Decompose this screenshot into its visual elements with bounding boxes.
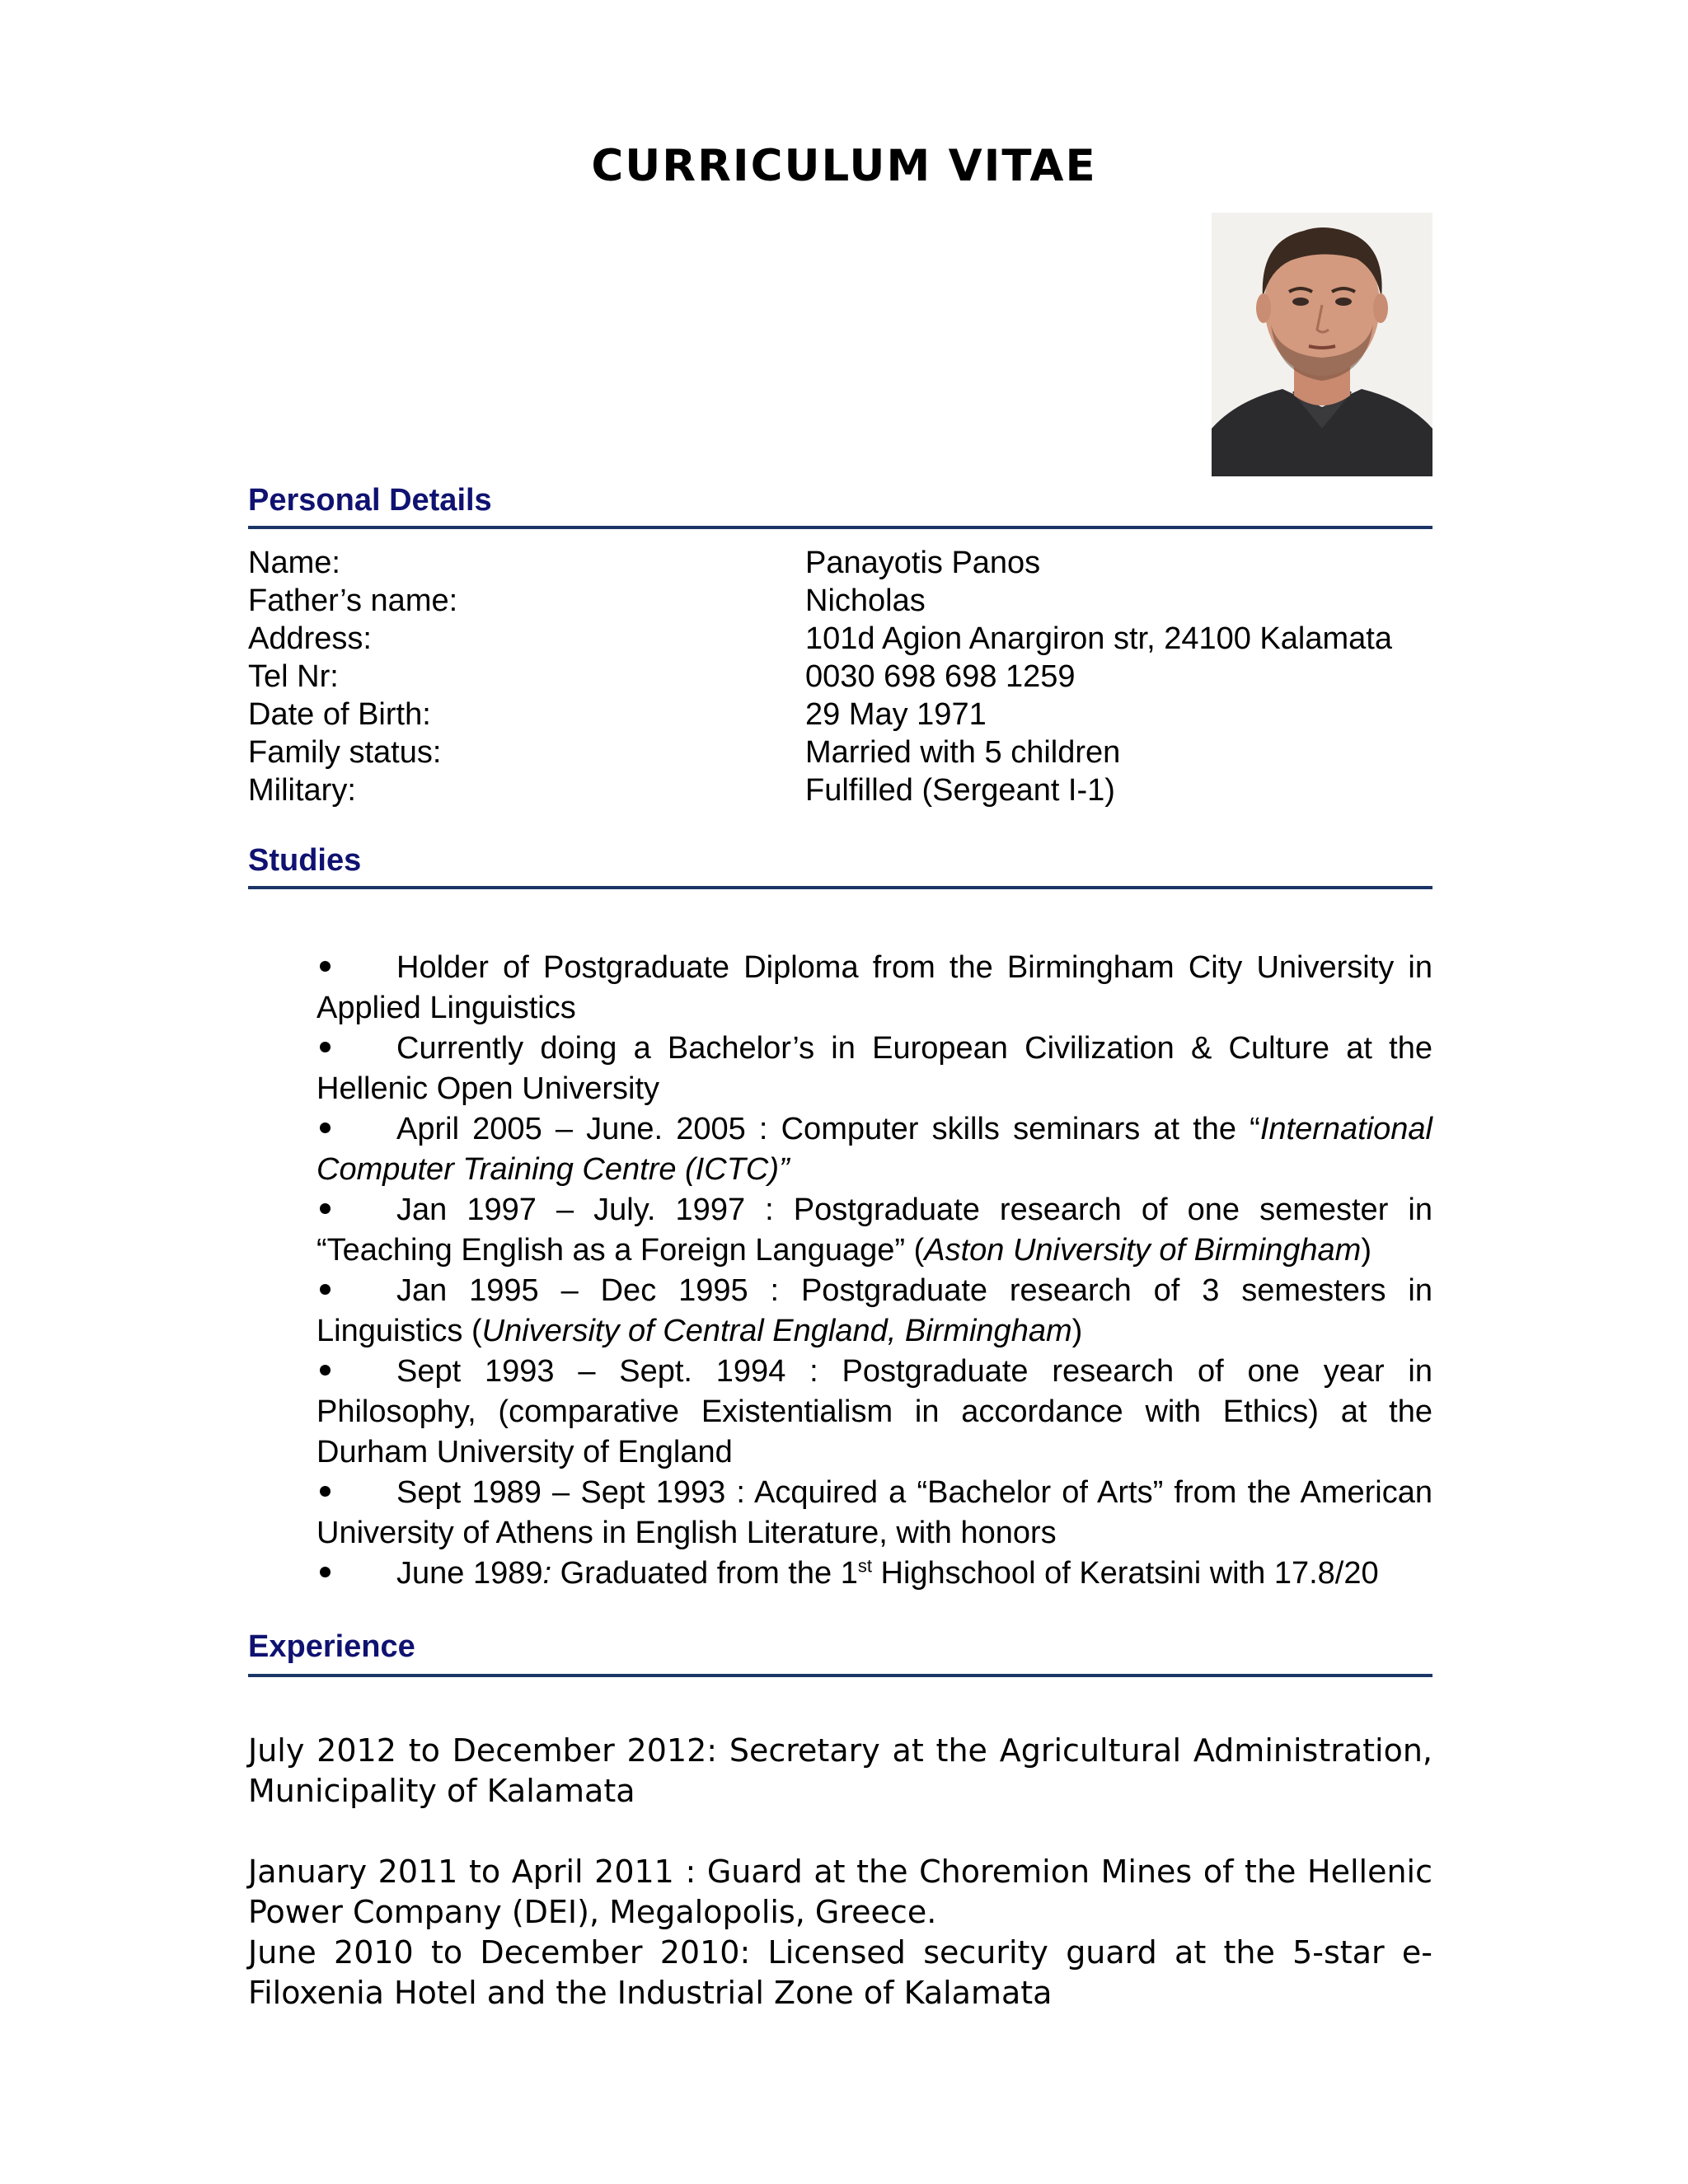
detail-label: Military: <box>248 773 356 808</box>
list-item <box>316 1352 1432 1473</box>
detail-row-date-of-birth <box>248 696 1432 733</box>
list-item <box>316 1029 1432 1109</box>
study-text-italic: University of Central England, Birmingham <box>481 1314 1072 1348</box>
list-item <box>316 1554 1432 1594</box>
detail-label: Name: <box>248 546 340 580</box>
list-item <box>316 1271 1432 1352</box>
detail-label: Tel Nr: <box>248 659 339 694</box>
detail-row-address <box>248 620 1432 658</box>
list-item <box>316 1473 1432 1554</box>
list-item: January 2011 to April 2011 : Guard at the Choremion Mines of the Hellenic Power Company (DEI), Megalopolis, Greece. <box>248 1854 1432 1930</box>
study-text-italic: International Computer Training Centre (ICTC)” <box>316 1112 1432 1187</box>
experience-heading: Experience <box>248 1629 415 1664</box>
experience-list <box>248 1731 1432 2013</box>
study-text: Sept 1989 – Sept 1993 : Acquired a “Bachelor of Arts” from the American University of Athens in English Literature, with honors <box>316 1475 1432 1550</box>
bullet-icon <box>316 1190 396 1230</box>
detail-row-fathers-name <box>248 582 1432 620</box>
study-text: ) <box>1071 1314 1083 1348</box>
detail-label: Address: <box>248 621 372 656</box>
detail-value: 29 May 1971 <box>805 697 987 732</box>
spacer <box>248 1811 1432 1852</box>
bullet-icon <box>316 1109 396 1150</box>
study-text: Graduated from the 1 <box>551 1556 858 1591</box>
detail-label: Family status: <box>248 735 442 770</box>
study-text: Jan 1995 – Dec 1995 : Postgraduate research of 3 semesters in Linguistics ( <box>316 1273 1432 1348</box>
detail-value: Nicholas <box>805 583 926 618</box>
detail-value: Panayotis Panos <box>805 546 1041 580</box>
bullet-icon <box>316 1554 396 1594</box>
study-text: Sept 1993 – Sept. 1994 : Postgraduate research of one year in Philosophy, (comparative Existentialism in accordance with Ethics) at the Durham University of England <box>316 1354 1432 1469</box>
studies-heading: Studies <box>248 843 362 878</box>
detail-row-military <box>248 771 1432 809</box>
list-item <box>316 1109 1432 1190</box>
bullet-icon <box>316 1029 396 1069</box>
studies-list <box>316 948 1432 1594</box>
detail-value: 0030 698 698 1259 <box>805 659 1076 694</box>
list-item <box>316 1190 1432 1271</box>
personal-details-table <box>248 544 1432 809</box>
list-item: July 2012 to December 2012: Secretary at the Agricultural Administration, Municipality of Kalamata <box>248 1732 1432 1809</box>
experience-rule <box>248 1674 1432 1677</box>
study-text: April 2005 – June. 2005 : Computer skills seminars at the “ <box>396 1112 1260 1146</box>
detail-row-tel <box>248 658 1432 696</box>
bullet-icon <box>316 1352 396 1392</box>
studies-rule <box>248 886 1432 889</box>
portrait-illustration <box>1212 213 1432 476</box>
personal-details-rule <box>248 526 1432 529</box>
detail-value: 101d Agion Anargiron str, 24100 Kalamata <box>805 621 1392 656</box>
detail-label: Father’s name: <box>248 583 458 618</box>
study-text-italic: Aston University of Birmingham <box>924 1233 1362 1268</box>
list-item: June 2010 to December 2010: Licensed security guard at the 5-star e-Filoxenia Hotel and the Industrial Zone of Kalamata <box>248 1934 1432 2011</box>
study-text: Currently doing a Bachelor’s in European Civilization & Culture at the Hellenic Open University <box>316 1031 1432 1106</box>
detail-row-name <box>248 544 1432 582</box>
study-text: Jan 1997 – July. 1997 : Postgraduate research of one semester in “Teaching English as a Foreign Language” ( <box>316 1193 1432 1268</box>
study-text: Holder of Postgraduate Diploma from the Birmingham City University in Applied Linguistics <box>316 950 1432 1025</box>
document-title: CURRICULUM VITAE <box>591 141 1097 191</box>
ordinal-suffix: st <box>857 1555 872 1577</box>
study-text: June 1989 <box>396 1556 543 1591</box>
list-item <box>316 948 1432 1029</box>
bullet-icon <box>316 1271 396 1311</box>
detail-value: Married with 5 children <box>805 735 1121 770</box>
study-text: ) <box>1361 1233 1372 1268</box>
detail-row-family-status <box>248 733 1432 771</box>
detail-value: Fulfilled (Sergeant I-1) <box>805 773 1115 808</box>
bullet-icon <box>316 948 396 988</box>
study-text: Highschool of Keratsini with 17.8/20 <box>871 1556 1379 1591</box>
personal-details-heading: Personal Details <box>248 483 492 518</box>
bullet-icon <box>316 1473 396 1513</box>
detail-label: Date of Birth: <box>248 697 431 732</box>
portrait-photo <box>1212 213 1432 476</box>
study-text-italic: : <box>542 1556 552 1591</box>
